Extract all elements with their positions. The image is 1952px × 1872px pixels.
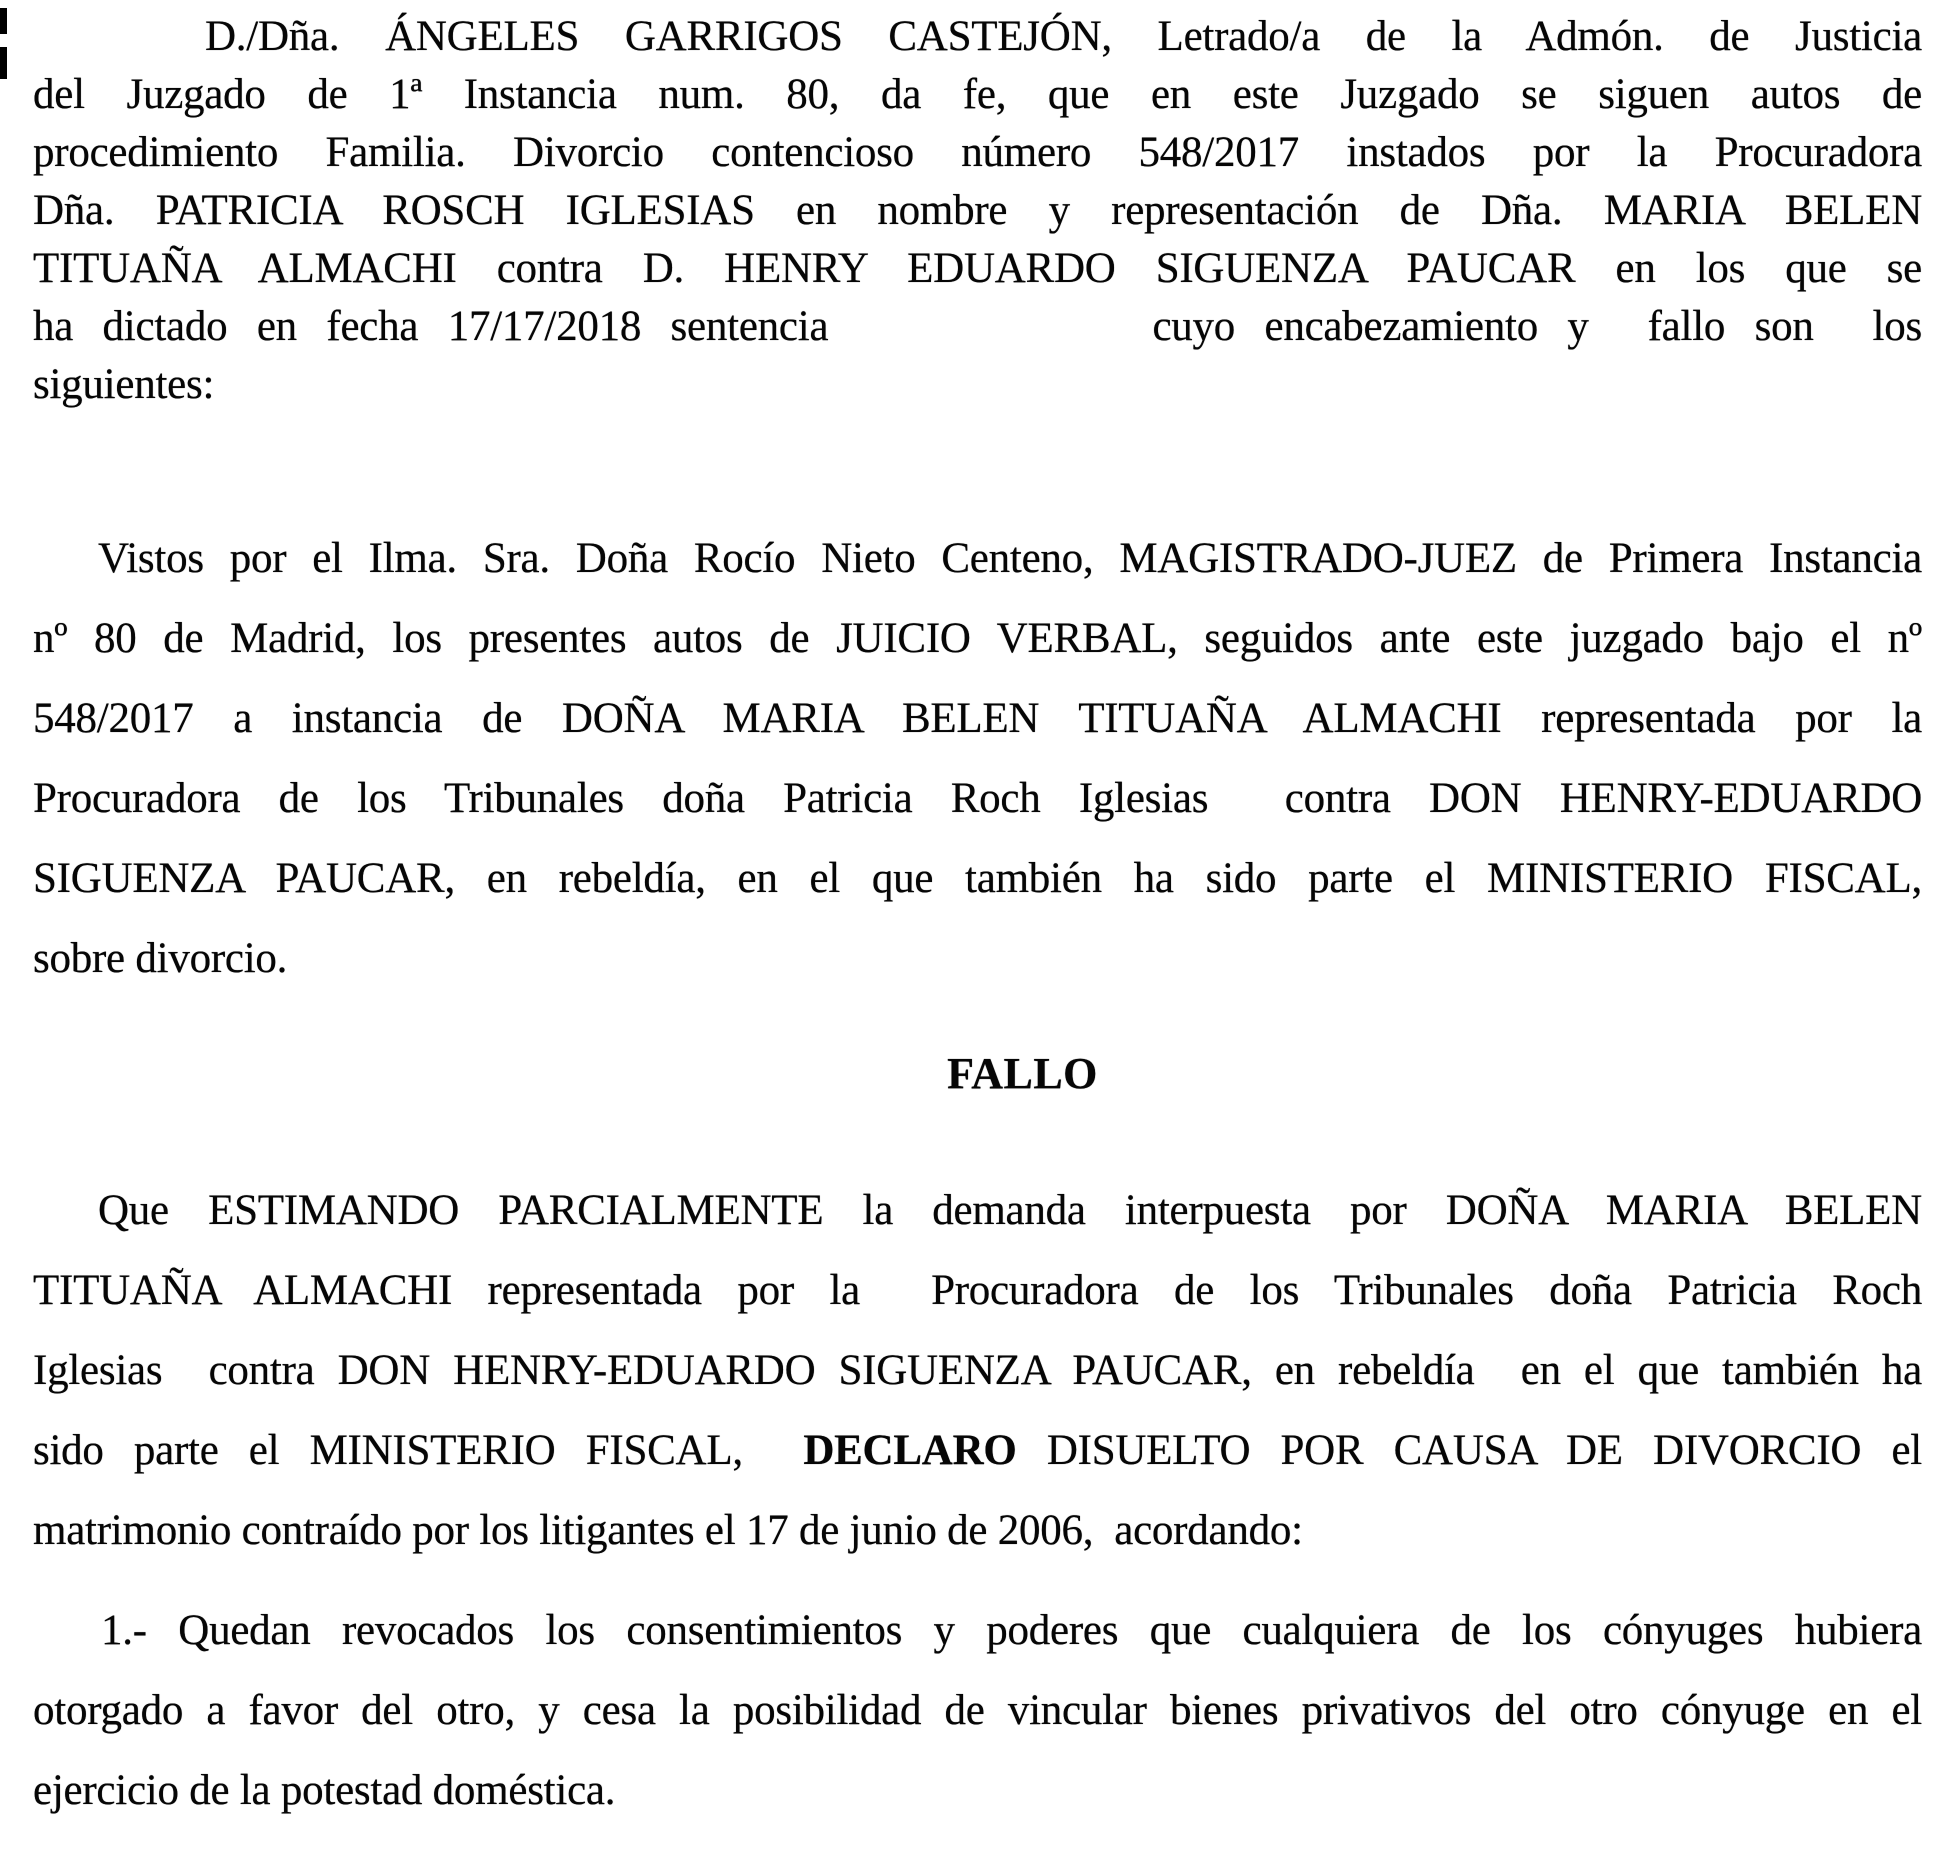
scan-artifact [0,47,7,79]
text-line: siguientes: [33,361,215,408]
text-segment: DISUELTO POR CAUSA DE DIVORCIO el [1016,1427,1922,1474]
text-line-with-declaro [33,1411,1922,1491]
text-line: ejercicio de la potestad doméstica. [33,1767,616,1814]
clause1-paragraph [33,1591,1922,1831]
text-segment: sido parte el MINISTERIO FISCAL, [33,1427,804,1474]
text-line: Procuradora de los Tribunales doña Patricia Roch Iglesias contra DON HENRY-EDUARDO [33,775,1922,822]
text-line: procedimiento Familia. Divorcio contencioso número 548/2017 instados por la Procuradora [33,129,1922,176]
text-line: Vistos por el Ilma. Sra. Doña Rocío Nieto Centeno, MAGISTRADO-JUEZ de Primera Instancia [98,535,1922,582]
text-line: SIGUENZA PAUCAR, en rebeldía, en el que también ha sido parte el MINISTERIO FISCAL, [33,855,1922,902]
text-line: sobre divorcio. [33,935,288,982]
text-line: Dña. PATRICIA ROSCH IGLESIAS en nombre y representación de Dña. MARIA BELEN [33,187,1922,234]
fallo-section-heading: FALLO [947,1049,1098,1098]
text-line: D./Dña. ÁNGELES GARRIGOS CASTEJÓN, Letrado/a de la Admón. de Justicia [205,13,1922,60]
text-line: TITUAÑA ALMACHI representada por la Procuradora de los Tribunales doña Patricia Roch [33,1267,1922,1314]
fallo-paragraph [33,1171,1922,1571]
text-line: otorgado a favor del otro, y cesa la posibilidad de vincular bienes privativos del otro cónyuge en el [33,1687,1922,1734]
text-line: 548/2017 a instancia de DOÑA MARIA BELEN TITUAÑA ALMACHI representada por la [33,695,1922,742]
text-line: del Juzgado de 1ª Instancia num. 80, da fe, que en este Juzgado se siguen autos de [33,71,1922,118]
intro-paragraph [33,8,1922,414]
text-line: ha dictado en fecha 17/17/2018 sentencia cuyo encabezamiento y fallo son los [33,303,1922,350]
declaro-bold-word: DECLARO [803,1427,1017,1474]
text-line: 1.- Quedan revocados los consentimientos y poderes que cualquiera de los cónyuges hubiera [101,1607,1922,1654]
scan-artifact [0,8,7,34]
text-line: nº 80 de Madrid, los presentes autos de JUICIO VERBAL, seguidos ante este juzgado bajo el nº [33,615,1922,662]
text-line: Que ESTIMANDO PARCIALMENTE la demanda interpuesta por DOÑA MARIA BELEN [98,1187,1922,1234]
text-line: Iglesias contra DON HENRY-EDUARDO SIGUENZA PAUCAR, en rebeldía en el que también ha [33,1347,1922,1394]
encabezamiento-paragraph [33,519,1922,999]
text-line: TITUAÑA ALMACHI contra D. HENRY EDUARDO SIGUENZA PAUCAR en los que se [33,245,1922,292]
text-line: matrimonio contraído por los litigantes el 17 de junio de 2006, acordando: [33,1507,1303,1554]
